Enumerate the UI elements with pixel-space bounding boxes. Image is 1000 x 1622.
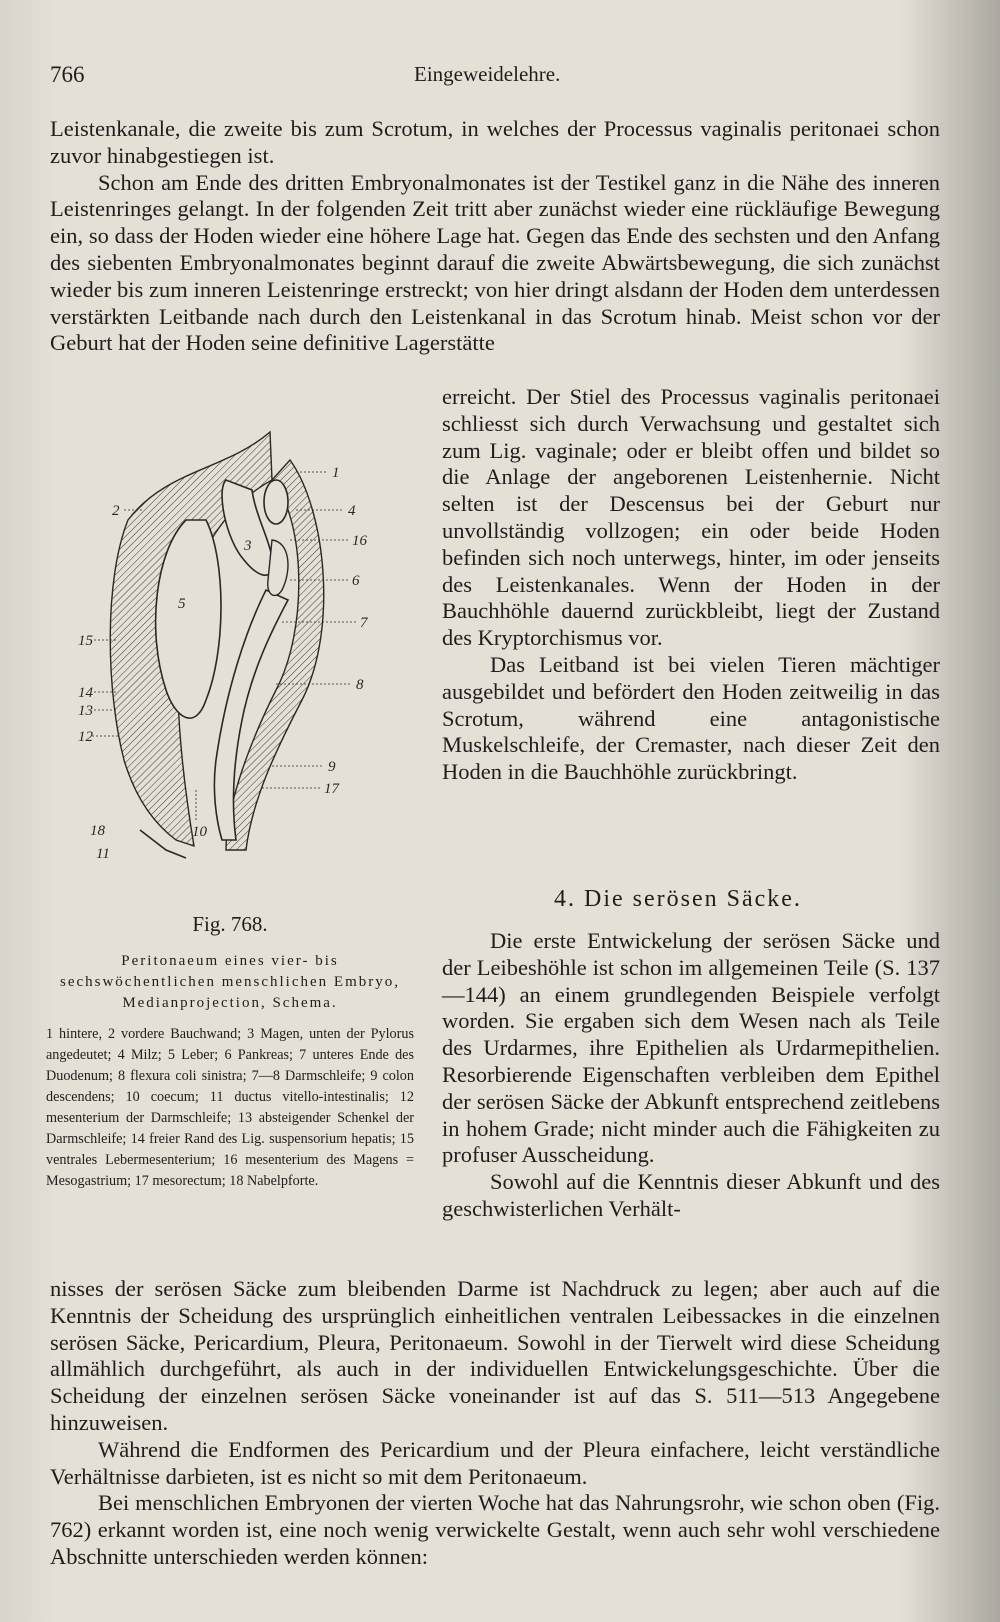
paragraph: Sowohl auf die Kenntnis dieser Abkunft und des geschwisterlichen Verhält- — [442, 1169, 940, 1221]
figure-label: 12 — [78, 729, 93, 745]
top-text-block — [50, 116, 940, 357]
page-number: 766 — [50, 62, 85, 87]
figure-legend: 1 hintere, 2 vordere Bauchwand; 3 Magen, unten der Pylorus angedeutet; 4 Milz; 5 Leber; 6 Pankreas; 7 unteres Ende des Duodenum; 8 flexura coli sinistra; 7—8 Darmschleife; 9 colon descendens; 10 coecum; 11 ductus vitello-intestinalis; 12 mesenterium der Darmschleife; 13 absteigender Schenkel der Darmschleife; 14 freier Rand des Lig. suspensorium hepatis; 15 ventrales Lebermesenterium; 16 mesenterium des Magens = Mesogastrium; 17 mesorectum; 18 Nabelpforte. — [46, 1026, 414, 1189]
figure-label: 14 — [78, 685, 93, 701]
figure-title: Fig. 768. — [192, 912, 268, 936]
figure-subtitle: Peritonaeum eines vier- bis sechswöchentlichen menschlichen Embryo, Medianprojection, Schema. — [59, 953, 400, 1011]
page-header — [50, 62, 940, 92]
figure-label: 1 — [332, 465, 340, 481]
figure-drawing — [76, 430, 418, 860]
paragraph: Bei menschlichen Embryonen der vierten Woche hat das Nahrungsrohr, wie schon oben (Fig. 762) erkannt worden ist, eine noch wenig verwickelte Gestalt, wenn auch sehr wohl verschiedene Abschnitte unterschieden werden können: — [50, 1490, 940, 1569]
paragraph: Das Leitband ist bei vielen Tieren mächtiger ausgebildet und befördert den Hoden zeitweilig in das Scrotum, während eine antagonistische Muskelschleife, der Cremaster, nach dieser Zeit den Hoden in die Bauchhöhle zurückbringt. — [442, 651, 940, 785]
paragraph: Schon am Ende des dritten Embryonalmonates ist der Testikel ganz in die Nähe des inneren Leistenringes gelangt. In der folgenden Zeit tritt aber zunächst wieder eine rückläufige Bewegung ein, so dass der Hoden wieder eine höhere Lage hat. Gegen das Ende des sechsten und den Anfang des siebenten Embryonalmonates beginnt darauf die zweite Abwärtsbewegung, die sich zunächst wieder bis zum inneren Leistenringe erstreckt; von hier dringt alsdann der Hoden dem unterdessen verstärkten Leitbande nach durch den Leistenkanal in das Scrotum hinab. Meist schon vor der Geburt hat der Hoden seine definitive Lagerstätte — [50, 169, 940, 356]
figure-caption — [46, 912, 414, 1192]
figure-label: 11 — [96, 846, 110, 860]
section-heading: 4. Die serösen Säcke. — [554, 886, 802, 912]
running-head: Eingeweidelehre. — [414, 62, 561, 86]
figure-label: 8 — [356, 677, 364, 693]
figure-label: 2 — [112, 503, 120, 519]
bottom-text-block — [50, 1276, 940, 1571]
right-column-text — [442, 384, 940, 786]
figure-label: 5 — [178, 596, 186, 612]
embryo-peritoneum-figure — [76, 430, 418, 860]
figure-label: 13 — [78, 703, 93, 719]
paragraph: Die erste Entwickelung der serösen Säcke und der Leibeshöhle ist schon im allgemeinen Teile (S. 137—144) an einem grundlegenden Beispiele verfolgt worden. Sie ergaben sich dem Wesen nach als Teile des Urdarmes, ihre Epithelien als Urdarmepithelien. Resorbierende Eigenschaften verbleiben dem Epithel der serösen Säcke der Abkunft entsprechend zeitlebens in hohem Grade; nicht minder auch die Fähigkeiten zu profuser Ausscheidung. — [442, 928, 940, 1168]
figure-label: 10 — [192, 824, 207, 840]
figure-label: 7 — [360, 615, 368, 631]
figure-label: 3 — [244, 538, 252, 554]
figure-label: 15 — [78, 633, 93, 649]
figure-label: 6 — [352, 573, 360, 589]
section-text — [442, 928, 940, 1223]
paragraph: nisses der serösen Säcke zum bleibenden Darme ist Nachdruck zu legen; aber auch auf die Kenntnis der Scheidung des ursprünglich einheitlichen ventralen Leibessackes in die einzelnen serösen Säcke, Pericardium, Pleura, Peritonaeum. Sowohl in der Tierwelt wird diese Scheidung allmählich durchgeführt, als auch in der individuellen Entwickelungsgeschichte. Über die Scheidung der einzelnen serösen Säcke voneinander ist auf das S. 511—513 Angegebene hinzuweisen. — [50, 1276, 940, 1435]
pancreas-outline — [268, 540, 288, 595]
spleen-outline — [264, 480, 288, 524]
figure-label: 17 — [324, 781, 339, 797]
paragraph: Während die Endformen des Pericardium und der Pleura einfachere, leicht verständliche Verhältnisse darbieten, ist es nicht so mit dem Peritonaeum. — [50, 1436, 940, 1489]
figure-label: 18 — [90, 823, 105, 839]
paragraph: erreicht. Der Stiel des Processus vaginalis peritonaei schliesst sich durch Verwachsung und gestaltet sich zum Lig. vaginale; oder er bleibt offen und bildet so die Anlage der angeborenen Leistenhernie. Nicht selten ist der Descensus bei der Geburt nur unvollständig vollzogen; ein oder beide Hoden befinden sich noch unterwegs, hinter, im oder jenseits des Leistenkanales. Wenn der Hoden in der Bauchhöhle dauernd zurückbleibt, liegt der Zustand des Kryptorchismus vor. — [442, 384, 940, 651]
figure-label: 9 — [328, 759, 336, 775]
figure-label: 4 — [348, 503, 356, 519]
paragraph: Leistenkanale, die zweite bis zum Scrotum, in welches der Processus vaginalis peritonaei schon zuvor hinabgestiegen ist. — [50, 116, 940, 168]
figure-label: 16 — [352, 533, 367, 549]
